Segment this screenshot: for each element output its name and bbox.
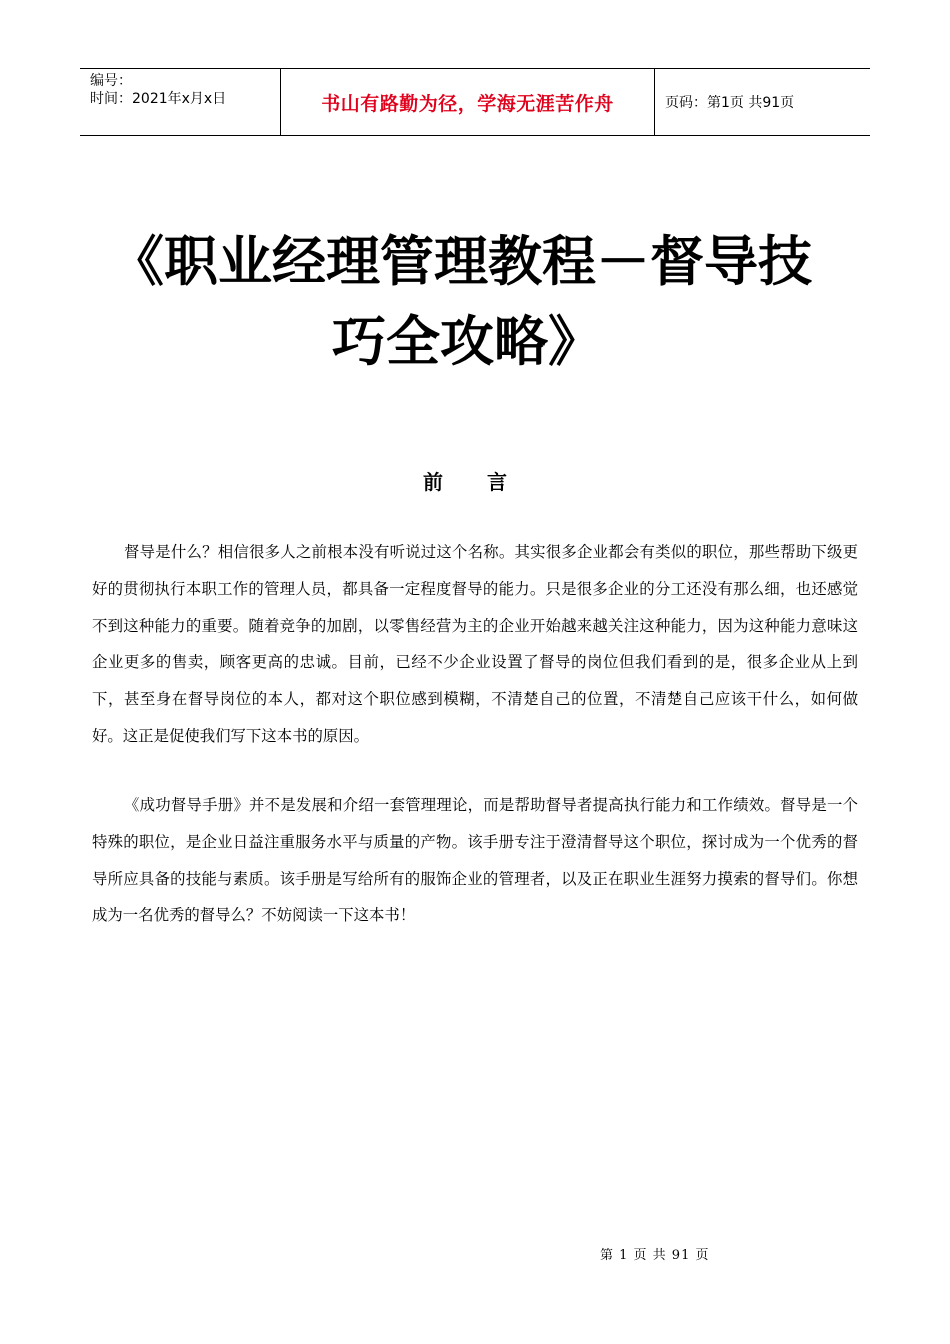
page-footer: 第 1 页 共 91 页 [600, 1248, 710, 1263]
title-line-2: 巧全攻略》 [332, 310, 602, 373]
header-meta [80, 69, 281, 135]
paragraph-1: 督导是什么？相信很多人之前根本没有听说过这个名称。其实很多企业都会有类似的职位，那些帮助下级更好的贯彻执行本职工作的管理人员，都具备一定程度督导的能力。只是很多企业的分工还没有那么细，也还感觉不到这种能力的重要。随着竞争的加剧，以零售经营为主的企业开始越来越关注这种能力，因为这种能力意味这企业更多的售卖，顾客更高的忠诚。目前，已经不少企业设置了督导的岗位但我们看到的是，很多企业从上到下，甚至身在督导岗位的本人，都对这个职位感到模糊，不清楚自己的位置，不清楚自己应该干什么，如何做好。这正是促使我们写下这本书的原因。 [92, 543, 858, 745]
document-title [110, 222, 860, 382]
section-title: 前言 [423, 470, 551, 494]
header-page-info: 页码：第1页 共91页 [665, 95, 795, 111]
header-motto: 书山有路勤为径，学海无涯苦作舟 [281, 69, 655, 135]
document-header [80, 68, 870, 136]
serial-label: 编号： [90, 73, 132, 89]
title-line-1: 《职业经理管理教程－督导技 [110, 230, 812, 293]
paragraph-2: 《成功督导手册》并不是发展和介绍一套管理理论，而是帮助督导者提高执行能力和工作绩效。督导是一个特殊的职位，是企业日益注重服务水平与质量的产物。该手册专注于澄清督导这个职位，探讨成为一个优秀的督导所应具备的技能与素质。该手册是写给所有的服饰企业的管理者，以及正在职业生涯努力摸索的督导们。你想成为一名优秀的督导么？不妨阅读一下这本书！ [92, 796, 858, 925]
date-label: 时间：2021年x月x日 [90, 91, 227, 107]
